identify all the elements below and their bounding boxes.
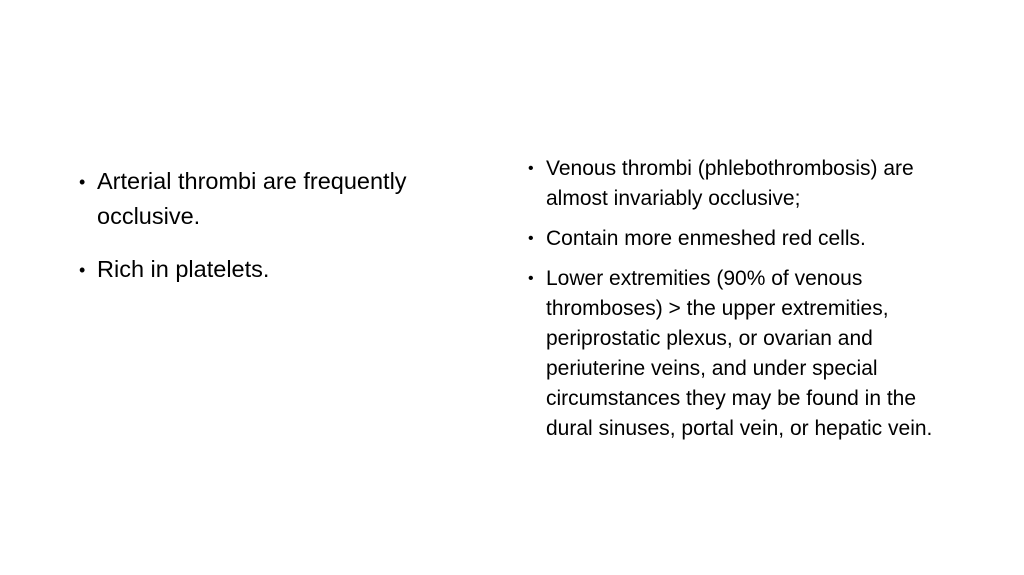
left-bullet-list (79, 164, 489, 305)
bullet-text: Venous thrombi (phlebothrombosis) are almost invariably occlusive; (546, 157, 914, 210)
bullet-item (79, 252, 489, 287)
bullet-text: Arterial thrombi are frequently occlusive. (97, 168, 407, 229)
bullet-text: Contain more enmeshed red cells. (546, 227, 866, 250)
bullet-item (528, 154, 968, 214)
bullet-dot-icon: • (79, 172, 86, 192)
bullet-dot-icon: • (528, 230, 534, 247)
bullet-item (528, 264, 968, 444)
right-bullet-list (528, 154, 968, 454)
bullet-item (528, 224, 968, 254)
bullet-dot-icon: • (79, 260, 86, 280)
bullet-dot-icon: • (528, 160, 534, 177)
bullet-item (79, 164, 489, 234)
bullet-text: Rich in platelets. (97, 256, 270, 282)
bullet-dot-icon: • (528, 270, 534, 287)
bullet-text: Lower extremities (90% of venous thromboses) > the upper extremities, periprostatic plexus, or ovarian and periuterine veins, and under special circumstances they may be found in the dural sinuses, portal vein, or hepatic vein. (546, 267, 933, 440)
